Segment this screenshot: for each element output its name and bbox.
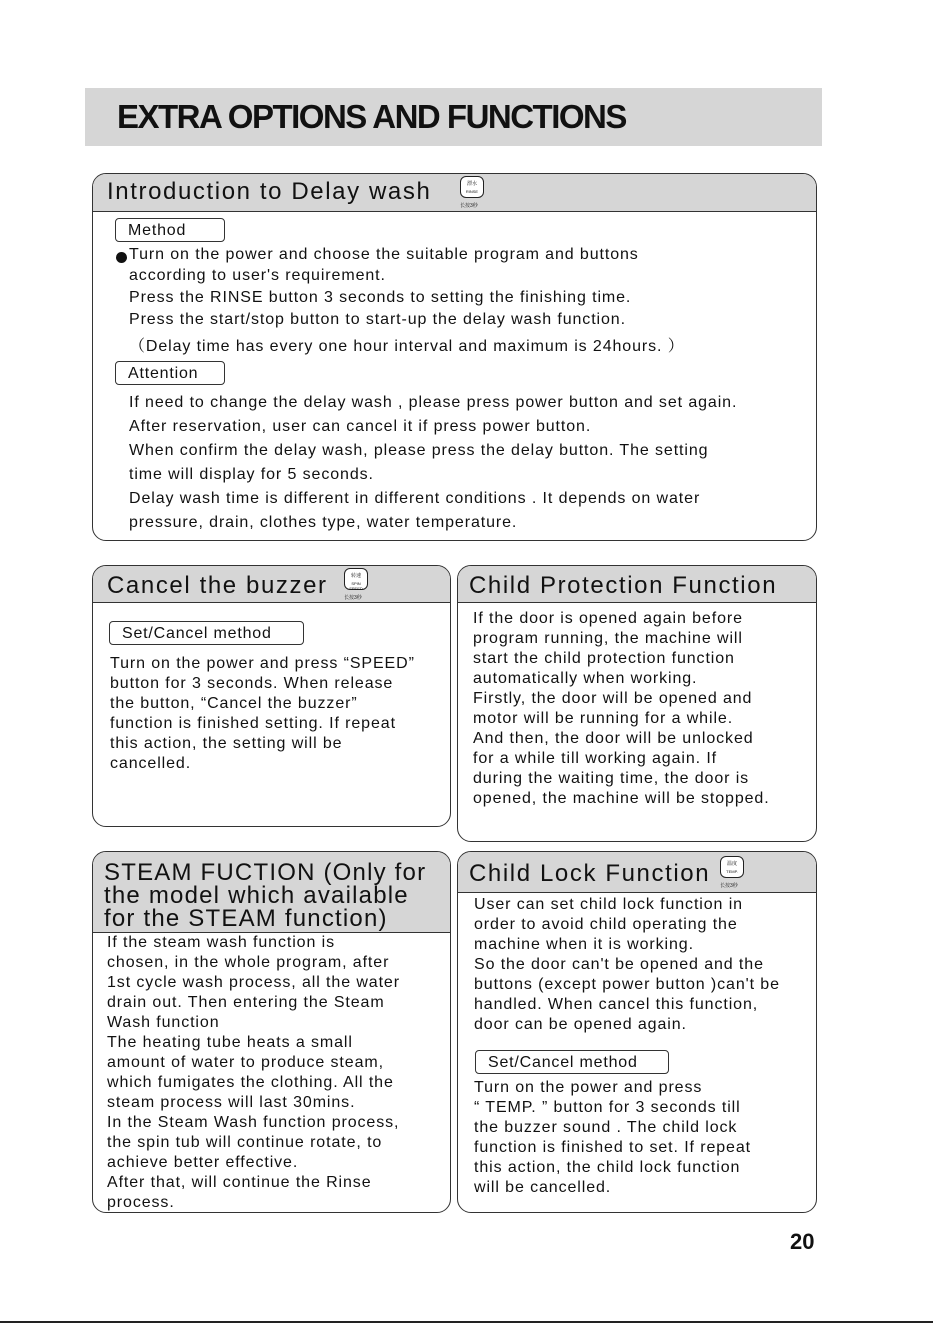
text-line: the button, “Cancel the buzzer”: [110, 695, 358, 712]
text-line: The heating tube heats a small: [107, 1034, 353, 1051]
text-line: buttons (except power button )can't be: [474, 976, 780, 993]
text-line: achieve better effective.: [107, 1154, 299, 1171]
text-line: 1st cycle wash process, all the water: [107, 974, 400, 991]
text-line: amount of water to produce steam,: [107, 1054, 384, 1071]
child-lock-text: [474, 896, 780, 1036]
method-label: Method: [115, 218, 225, 242]
child-lock-header: [458, 852, 816, 893]
text-line: motor will be running for a while.: [473, 710, 734, 727]
steam-function-header: [93, 852, 450, 933]
text-line: this action, the setting will be: [110, 735, 343, 752]
set-cancel-method-label: Set/Cancel method: [475, 1050, 669, 1074]
text-line: order to avoid child operating the: [474, 916, 738, 933]
steam-title-line: the model which available: [104, 882, 409, 909]
text-line: according to user's requirement.: [129, 267, 386, 284]
text-line: If need to change the delay wash , please press power button and set again.: [129, 394, 738, 411]
child-protection-text: [473, 610, 770, 810]
text-line: start the child protection function: [473, 650, 735, 667]
delay-attention-text: [129, 394, 737, 538]
text-line: the spin tub will continue rotate, to: [107, 1134, 383, 1151]
text-line: automatically when working.: [473, 670, 698, 687]
text-line: function is finished setting. If repeat: [110, 715, 396, 732]
bottom-rule: [0, 1321, 933, 1323]
steam-title-line: STEAM FUCTION (Only for: [104, 859, 427, 886]
text-line: Firstly, the door will be opened and: [473, 690, 753, 707]
text-line: this action, the child lock function: [474, 1159, 741, 1176]
text-line: steam process will last 30mins.: [107, 1094, 356, 1111]
text-line: opened, the machine will be stopped.: [473, 790, 770, 807]
steam-title-line: for the STEAM function): [104, 905, 388, 932]
text-line: When confirm the delay wash, please press the delay button. The setting: [129, 442, 709, 459]
child-protection-title: Child Protection Function: [469, 572, 778, 599]
text-line: chosen, in the whole program, after: [107, 954, 390, 971]
text-line: drain out. Then entering the Steam: [107, 994, 385, 1011]
bullet-icon: [116, 252, 127, 263]
page-number: 20: [790, 1229, 815, 1254]
rinse-button-icon: 漂水 RINSE: [460, 176, 484, 198]
text-line: for a while till working again. If: [473, 750, 718, 767]
text-line: door can be opened again.: [474, 1016, 687, 1033]
text-line: during the waiting time, the door is: [473, 770, 750, 787]
set-cancel-method-label: Set/Cancel method: [109, 621, 304, 645]
spin-speed-hold-note: 长按3秒: [344, 595, 362, 601]
text-line: Turn on the power and choose the suitable program and buttons: [129, 246, 639, 263]
text-line: User can set child lock function in: [474, 896, 743, 913]
temp-button-icon: 温度 TEMP.: [720, 856, 744, 878]
text-line: And then, the door will be unlocked: [473, 730, 754, 747]
cancel-buzzer-header: [93, 566, 450, 603]
steam-function-text: [107, 934, 400, 1213]
text-line: If the door is opened again before: [473, 610, 743, 627]
text-line: In the Steam Wash function process,: [107, 1114, 400, 1131]
text-line: time will display for 5 seconds.: [129, 466, 374, 483]
temp-hold-note: 长按3秒: [720, 883, 738, 889]
cancel-buzzer-title: Cancel the buzzer: [107, 572, 328, 599]
text-line: Turn on the power and press “SPEED”: [110, 655, 415, 672]
attention-label: Attention: [115, 361, 225, 385]
rinse-hold-note: 长按3秒: [460, 203, 478, 209]
text-line: If the steam wash function is: [107, 934, 335, 951]
text-line: pressure, drain, clothes type, water temperature.: [129, 514, 518, 531]
text-line: （Delay time has every one hour interval and maximum is 24hours. ）: [129, 338, 685, 355]
page-title: EXTRA OPTIONS AND FUNCTIONS: [117, 98, 626, 135]
text-line: cancelled.: [110, 755, 192, 772]
text-line: button for 3 seconds. When release: [110, 675, 394, 692]
delay-wash-header: [93, 174, 816, 212]
child-protection-section: [457, 565, 817, 842]
text-line: Delay wash time is different in different conditions . It depends on water: [129, 490, 701, 507]
text-line: program running, the machine will: [473, 630, 743, 647]
text-line: function is finished to set. If repeat: [474, 1139, 752, 1156]
delay-wash-title: Introduction to Delay wash: [107, 178, 432, 205]
text-line: After that, will continue the Rinse: [107, 1174, 372, 1191]
child-lock-section: [457, 851, 817, 1213]
page-header: [85, 88, 822, 146]
text-line: which fumigates the clothing. All the: [107, 1074, 394, 1091]
text-line: the buzzer sound . The child lock: [474, 1119, 738, 1136]
text-line: Press the RINSE button 3 seconds to setting the finishing time.: [129, 289, 632, 306]
child-lock-title: Child Lock Function: [469, 860, 711, 887]
text-line: Turn on the power and press: [474, 1079, 703, 1096]
text-line: will be cancelled.: [474, 1179, 612, 1196]
steam-function-section: [92, 851, 451, 1213]
text-line: Press the start/stop button to start-up the delay wash function.: [129, 311, 626, 328]
child-lock-method-text: [474, 1079, 751, 1199]
text-line: So the door can't be opened and the: [474, 956, 764, 973]
child-protection-header: [458, 566, 816, 603]
delay-wash-section: [92, 173, 817, 541]
text-line: After reservation, user can cancel it if press power button.: [129, 418, 592, 435]
text-line: “ TEMP. ” button for 3 seconds till: [474, 1099, 741, 1116]
delay-method-text: [129, 246, 685, 355]
text-line: machine when it is working.: [474, 936, 694, 953]
cancel-buzzer-section: [92, 565, 451, 827]
text-line: Wash function: [107, 1014, 220, 1031]
text-line: handled. When cancel this function,: [474, 996, 759, 1013]
text-line: process.: [107, 1194, 175, 1211]
cancel-buzzer-text: [110, 655, 415, 775]
spin-speed-button-icon: 转速 SPIN SPEED: [344, 568, 368, 590]
